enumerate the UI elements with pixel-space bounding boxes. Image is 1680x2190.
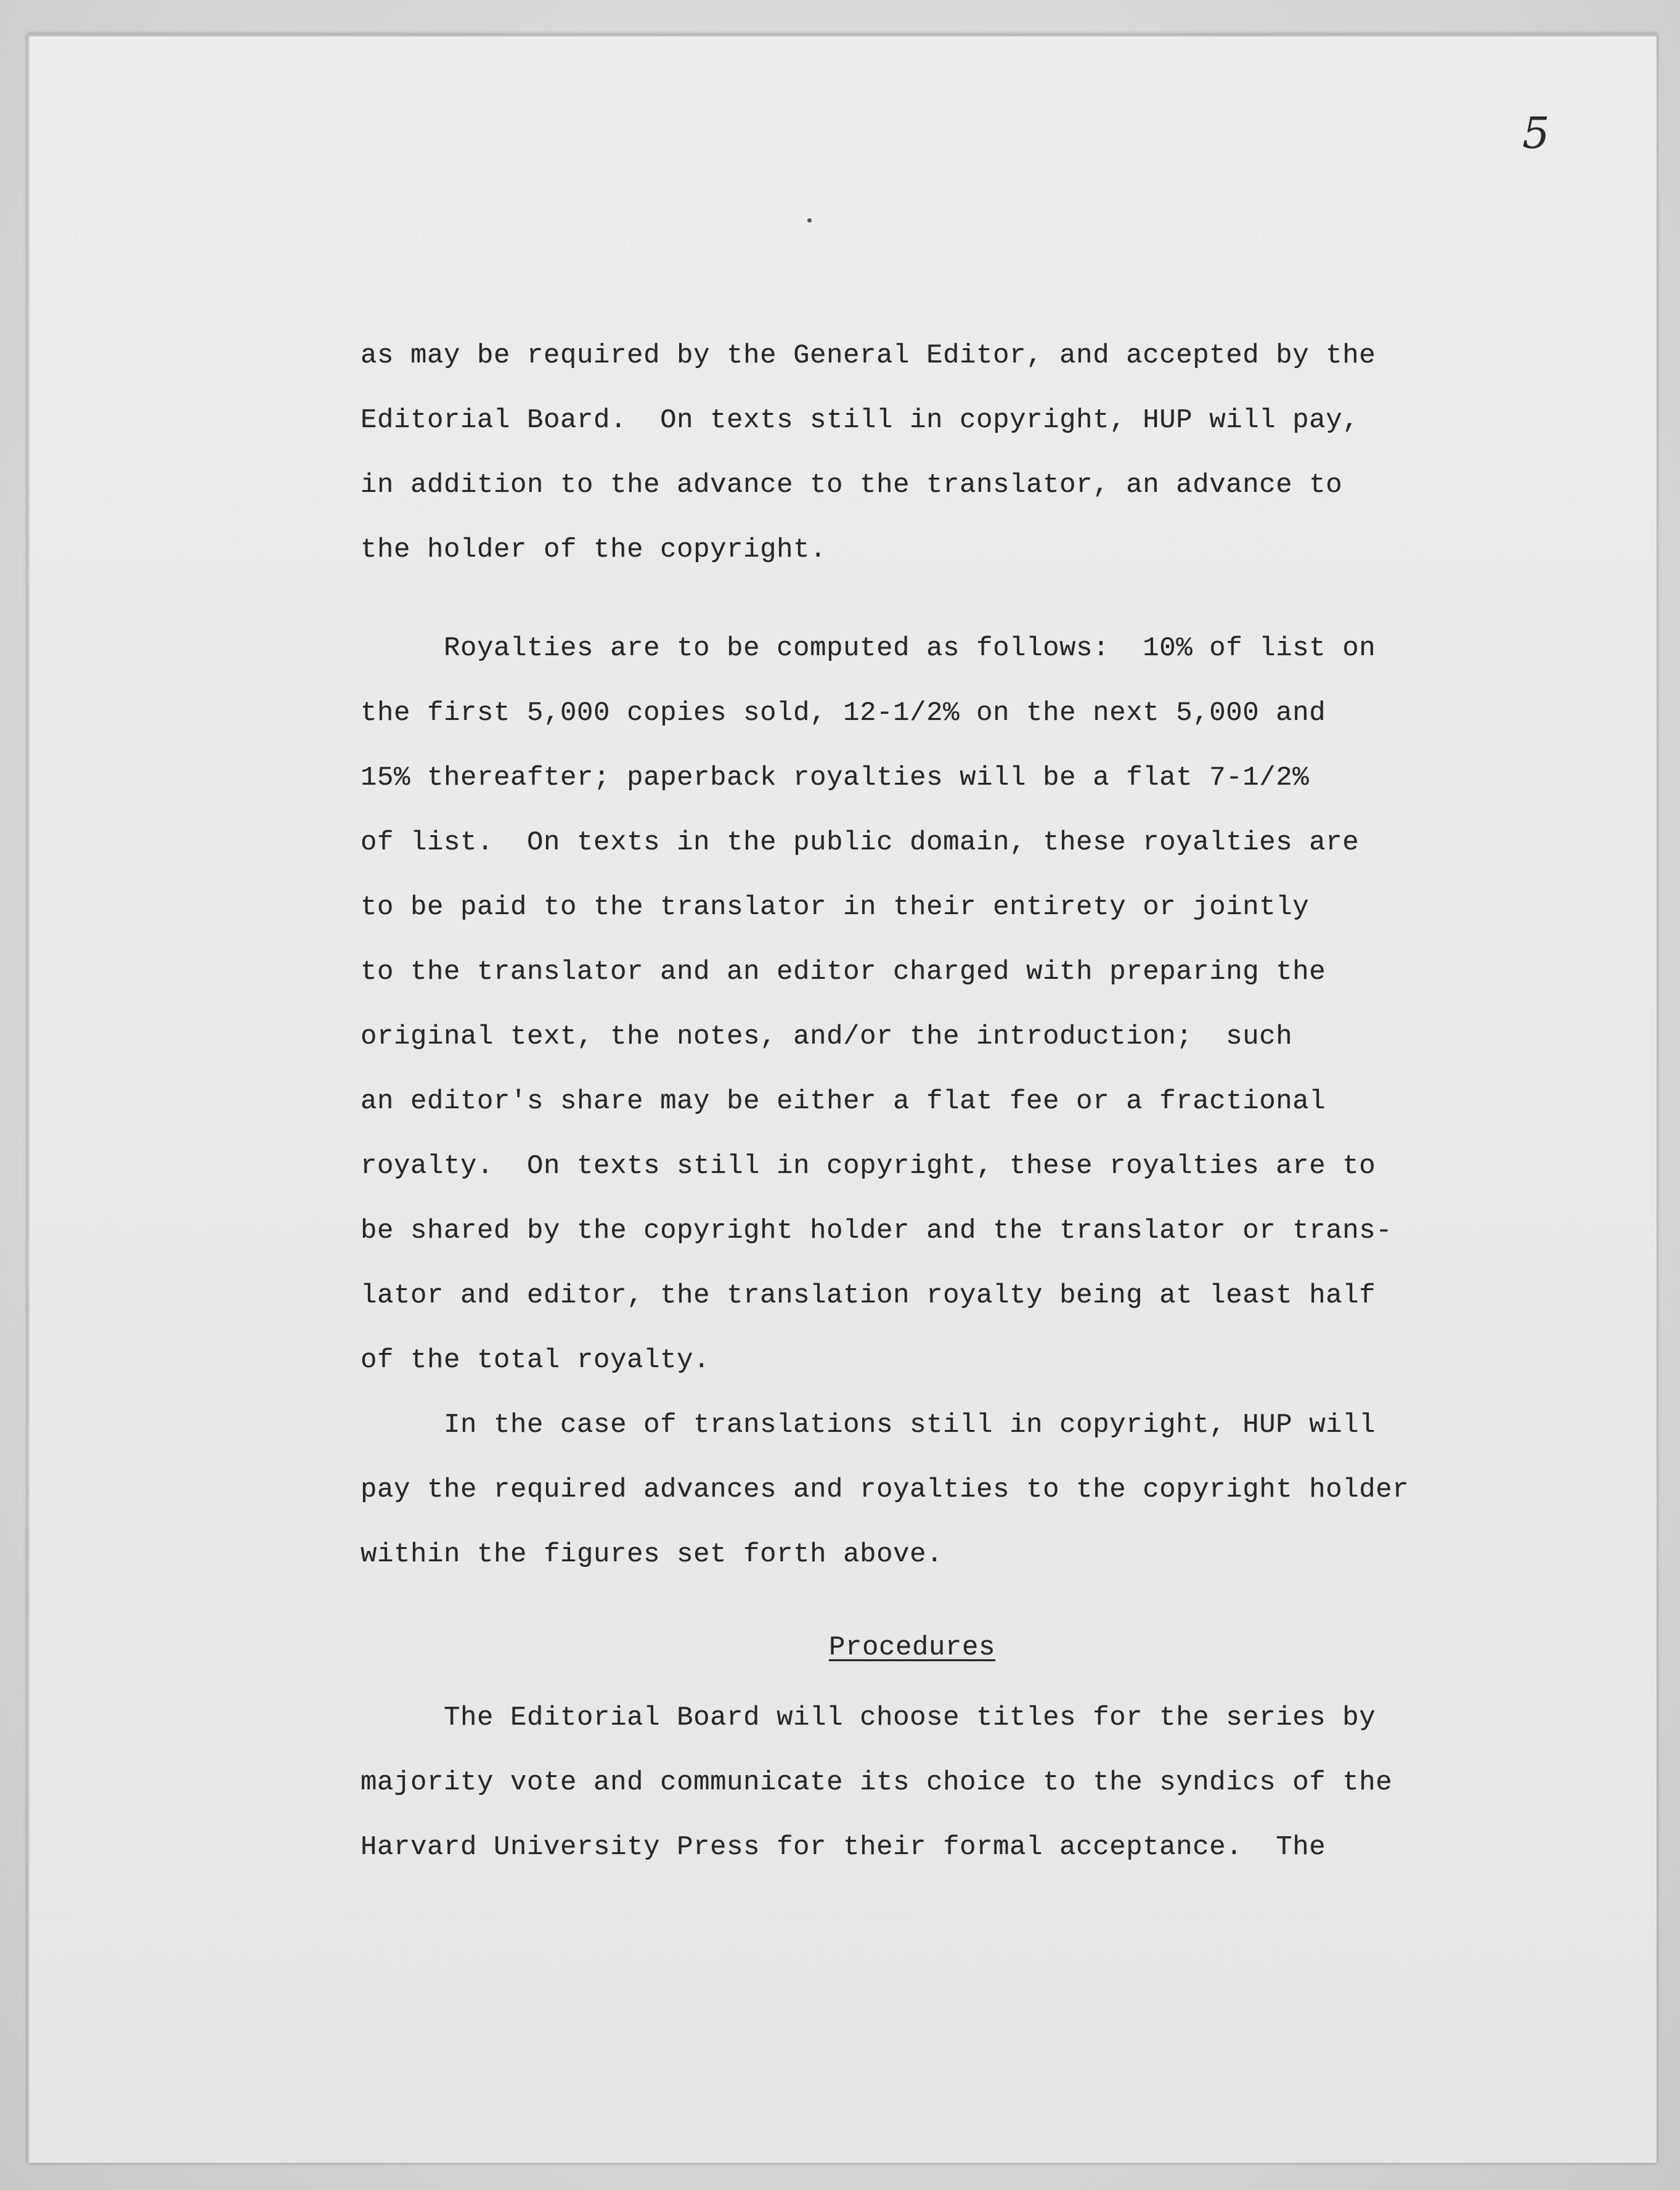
text-line: of list. On texts in the public domain, these royalties are <box>361 827 1360 858</box>
text-line: the holder of the copyright. <box>361 534 827 565</box>
text-line: In the case of translations still in copyright, HUP will <box>361 1410 1376 1440</box>
text-line: be shared by the copyright holder and the translator or trans- <box>361 1216 1393 1246</box>
text-line: Royalties are to be computed as follows: 10% of list on <box>361 633 1376 664</box>
text-line: the first 5,000 copies sold, 12-1/2% on the next 5,000 and <box>361 698 1326 729</box>
text-line: to the translator and an editor charged with preparing the <box>361 957 1326 987</box>
text-line: 15% thereafter; paperback royalties will be a flat 7-1/2% <box>361 762 1310 793</box>
text-line: to be paid to the translator in their entirety or jointly <box>361 892 1310 923</box>
text-line: as may be required by the General Editor, and accepted by the <box>361 340 1376 371</box>
page-number: 5 <box>1522 108 1550 158</box>
text-line: The Editorial Board will choose titles for the series by <box>361 1702 1376 1733</box>
text-line: royalty. On texts still in copyright, these royalties are to <box>361 1151 1376 1182</box>
section-heading: Procedures <box>829 1632 996 1663</box>
text-line: an editor's share may be either a flat fee or a fractional <box>361 1086 1326 1117</box>
text-line: Editorial Board. On texts still in copyright, HUP will pay, <box>361 405 1360 436</box>
paper-speck <box>807 218 812 223</box>
text-line: of the total royalty. <box>361 1345 711 1376</box>
text-line: within the figures set forth above. <box>361 1539 944 1570</box>
text-line: Harvard University Press for their formal acceptance. The <box>361 1832 1326 1863</box>
text-line: in addition to the advance to the translator, an advance to <box>361 470 1343 501</box>
text-line: pay the required advances and royalties to the copyright holder <box>361 1474 1409 1505</box>
text-line: majority vote and communicate its choice to the syndics of the <box>361 1767 1393 1798</box>
text-line: lator and editor, the translation royalty being at least half <box>361 1280 1376 1311</box>
text-line: original text, the notes, and/or the introduction; such <box>361 1021 1293 1052</box>
